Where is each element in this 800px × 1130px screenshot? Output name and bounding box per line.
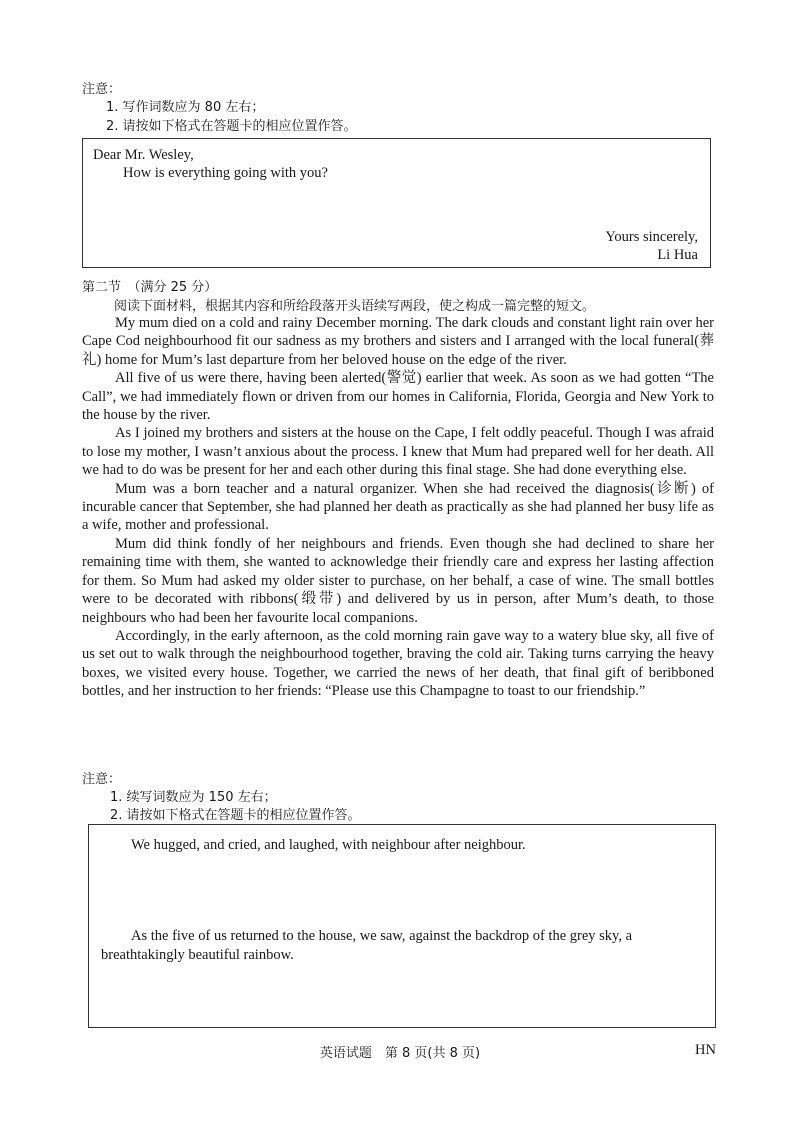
letter-closing: Yours sincerely, [605, 229, 698, 245]
section-two-title: 第二节 （满分 25 分） [82, 280, 218, 295]
notice-b-label: 注意： [82, 772, 122, 787]
reading-passage [82, 314, 714, 701]
page-footer: 英语试题 第 8 页(共 8 页) [319, 1046, 481, 1061]
letter-answer-box [82, 138, 711, 268]
section-two-instruction: 阅读下面材料，根据其内容和所给段落开头语续写两段，使之构成一篇完整的短文。 [114, 299, 596, 314]
continuation-start-1: We hugged, and cried, and laughed, with neighbour after neighbour. [131, 837, 526, 853]
notice-b-item-1: 1. 续写词数应为 150 左右； [110, 790, 277, 805]
passage-paragraph: Mum did think fondly of her neighbours and friends. Even though she had declined to share her remaining time with them, she wanted to acknowledge their friendly care and express her lasting affection for them. So Mum had asked my older sister to purchase, on her behalf, a case of wine. The small bottles were to be decorated with ribbons(缎带) and delivered by us in person, after Mum’s death, to those neighbours who had been her favourite local companions. [82, 535, 714, 626]
continuation-answer-box [88, 824, 716, 1028]
notice-a-item-1: 1. 写作词数应为 80 左右； [106, 100, 265, 115]
passage-paragraph: As I joined my brothers and sisters at the house on the Cape, I felt oddly peaceful. Though I was afraid to lose my mother, I wasn’t anxious about the process. I knew that Mum had prepared well for her death. All we had to do was be present for her and each other during this final stage. She had done everything else. [82, 425, 714, 479]
footer-code: HN [695, 1042, 716, 1058]
passage-paragraph: Mum was a born teacher and a natural organizer. When she had received the diagnosis(诊断) of incurable cancer that September, she had planned her death as practically as she had planned her busy life as a wife, mother and professional. [82, 480, 714, 534]
letter-salutation: Dear Mr. Wesley, [93, 147, 194, 163]
continuation-start-2: As the five of us returned to the house, we saw, against the backdrop of the grey sky, a breathtakingly beautiful rainbow. [101, 928, 633, 963]
passage-paragraph: Accordingly, in the early afternoon, as the cold morning rain gave way to a watery blue sky, all five of us set out to walk through the neighbourhood together, braving the cold air. Taking turns carrying the heavy boxes, we visited every house. Together, we carried the news of her death, that final gift of beribboned bottles, and her instruction to her friends: “Please use this Champagne to toast to our friendship.” [82, 627, 714, 700]
letter-opening: How is everything going with you? [123, 165, 328, 181]
notice-a-label: 注意： [82, 82, 122, 97]
passage-paragraph: My mum died on a cold and rainy December morning. The dark clouds and constant light rain over her Cape Cod neighbourhood fit our sadness as my brothers and sisters and I arranged with the local funeral(葬礼) home for Mum’s last departure from her beloved house on the edge of the river. [82, 315, 714, 368]
notice-b-item-2: 2. 请按如下格式在答题卡的相应位置作答。 [110, 808, 361, 823]
notice-a-item-2: 2. 请按如下格式在答题卡的相应位置作答。 [106, 119, 357, 134]
passage-paragraph: All five of us were there, having been alerted(警觉) earlier that week. As soon as we had gotten “The Call”, we had immediately flown or driven from our homes in California, Florida, Georgia and New York to the house by the river. [82, 370, 714, 424]
letter-signature: Li Hua [657, 247, 698, 263]
